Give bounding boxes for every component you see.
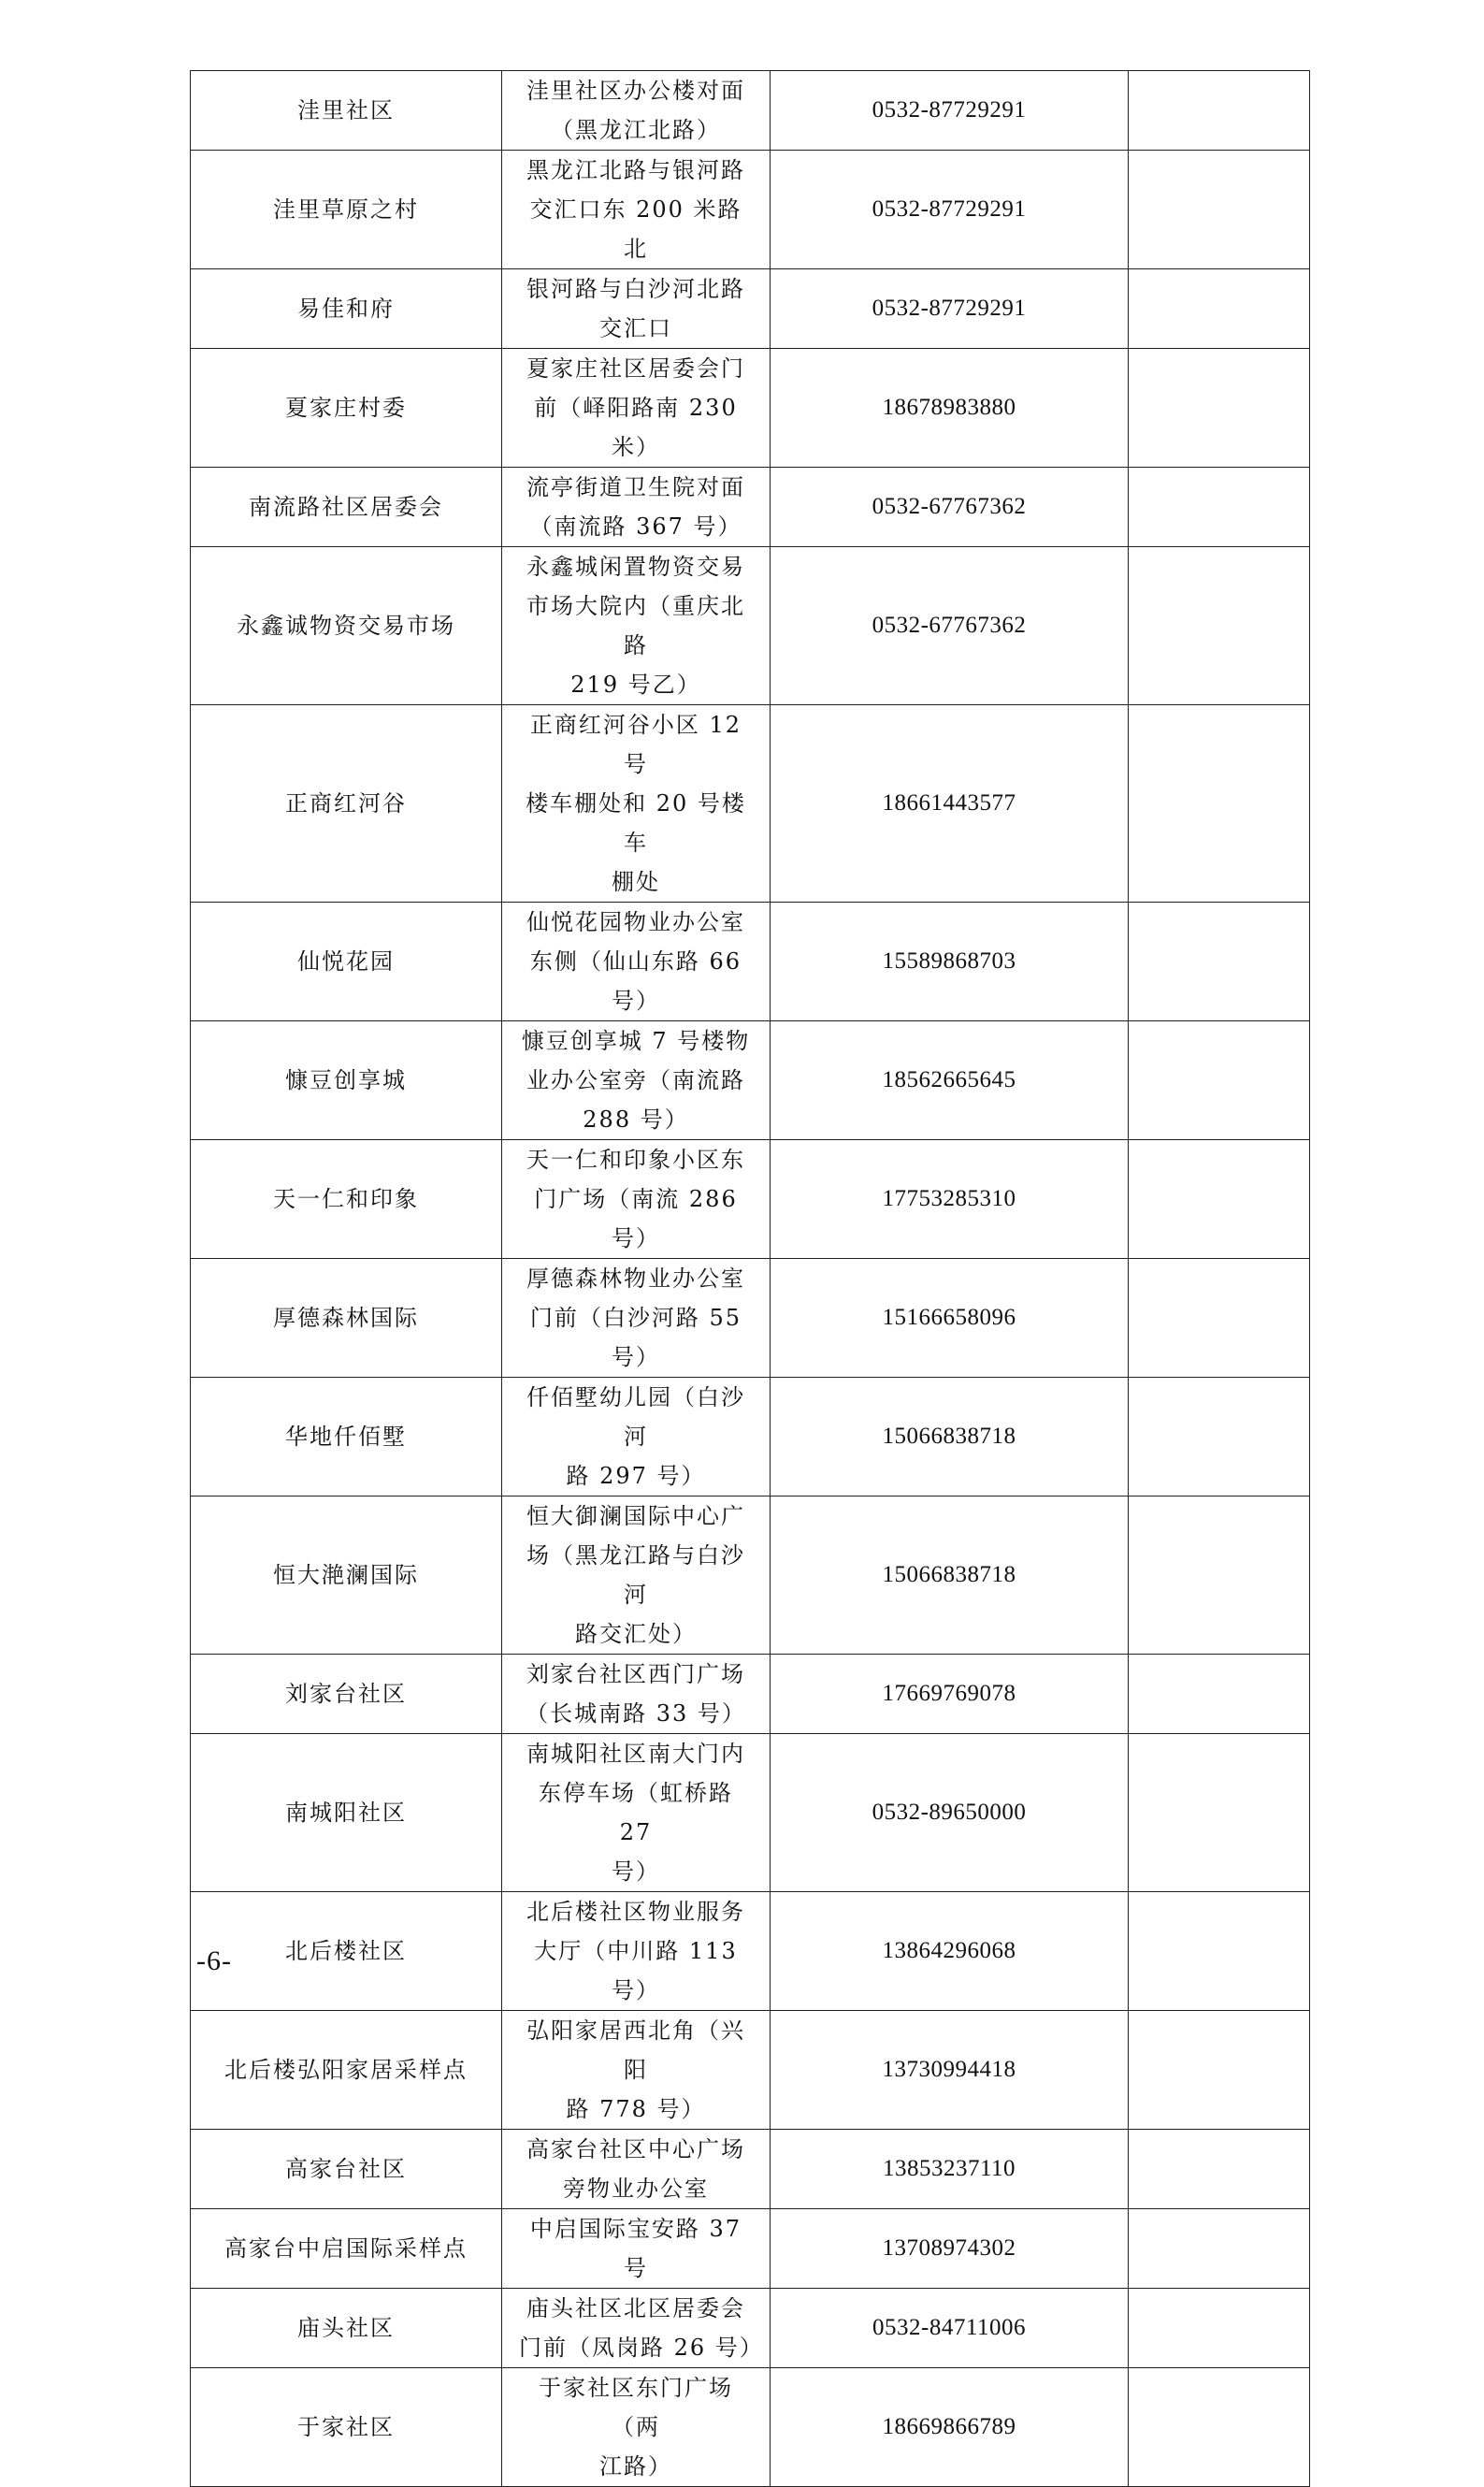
- phone-cell: 0532-67767362: [771, 468, 1129, 547]
- site-location-cell: [502, 1378, 771, 1497]
- note-cell: [1129, 349, 1310, 468]
- location-line: 市场大院内（重庆北路: [526, 593, 745, 658]
- location-line: 北后楼社区物业服务: [526, 1899, 745, 1925]
- site-name-cell: 庙头社区: [191, 2289, 502, 2368]
- note-cell: [1129, 1734, 1310, 1892]
- site-name-cell: 北后楼弘阳家居采样点: [191, 2011, 502, 2130]
- location-line: 楼车棚处和 20 号楼车: [526, 790, 746, 856]
- phone-cell: 15166658096: [771, 1259, 1129, 1378]
- site-name-cell: 于家社区: [191, 2368, 502, 2487]
- location-line: 弘阳家居西北角（兴阳: [526, 2017, 745, 2083]
- location-line: 高家台社区中心广场: [526, 2136, 745, 2162]
- location-line: 中启国际宝安路 37 号: [529, 2216, 742, 2281]
- site-name-cell: 正商红河谷: [191, 705, 502, 903]
- location-line: 刘家台社区西门广场: [526, 1661, 745, 1687]
- table-row: [191, 71, 1310, 151]
- location-line: 仙悦花园物业办公室: [526, 909, 745, 935]
- note-cell: [1129, 705, 1310, 903]
- note-cell: [1129, 2209, 1310, 2289]
- site-location-cell: [502, 1892, 771, 2011]
- location-line: 交汇口: [599, 315, 672, 341]
- site-location-cell: [502, 2130, 771, 2209]
- phone-cell: 0532-87729291: [771, 71, 1129, 151]
- table-row: [191, 2289, 1310, 2368]
- note-cell: [1129, 1497, 1310, 1655]
- phone-cell: 0532-84711006: [771, 2289, 1129, 2368]
- phone-cell: 13730994418: [771, 2011, 1129, 2130]
- table-row: [191, 2011, 1310, 2130]
- sampling-sites-table: [190, 70, 1310, 2487]
- table-row: [191, 1259, 1310, 1378]
- site-name-cell: 厚德森林国际: [191, 1259, 502, 1378]
- note-cell: [1129, 468, 1310, 547]
- phone-cell: 18661443577: [771, 705, 1129, 903]
- site-location-cell: [502, 1259, 771, 1378]
- phone-cell: 15589868703: [771, 903, 1129, 1021]
- location-line: 交汇口东 200 米路北: [529, 196, 742, 262]
- location-line: 门广场（南流 286 号）: [534, 1186, 738, 1251]
- note-cell: [1129, 1259, 1310, 1378]
- note-cell: [1129, 1655, 1310, 1734]
- table-row: [191, 349, 1310, 468]
- table-row: [191, 547, 1310, 705]
- site-name-cell: 洼里社区: [191, 71, 502, 151]
- location-line: 路 297 号）: [566, 1463, 706, 1489]
- site-location-cell: [502, 1140, 771, 1259]
- site-name-cell: 南城阳社区: [191, 1734, 502, 1892]
- phone-cell: 0532-67767362: [771, 547, 1129, 705]
- note-cell: [1129, 2130, 1310, 2209]
- phone-cell: 18562665645: [771, 1021, 1129, 1140]
- location-line: （南流路 367 号）: [529, 513, 742, 540]
- location-line: 场（黑龙江路与白沙河: [526, 1542, 745, 1608]
- table-row: [191, 2209, 1310, 2289]
- location-line: （黑龙江北路）: [551, 117, 721, 143]
- location-line: 门前（白沙河路 55 号）: [529, 1305, 742, 1370]
- table-row: [191, 151, 1310, 269]
- phone-cell: 17753285310: [771, 1140, 1129, 1259]
- table-row: [191, 2130, 1310, 2209]
- site-name-cell: 洼里草原之村: [191, 151, 502, 269]
- site-name-cell: 易佳和府: [191, 269, 502, 349]
- location-line: 门前（凤岗路 26 号）: [519, 2335, 764, 2361]
- site-name-cell: 刘家台社区: [191, 1655, 502, 1734]
- page-number: -6-: [196, 1945, 232, 1976]
- note-cell: [1129, 1140, 1310, 1259]
- table-row: [191, 1655, 1310, 1734]
- site-location-cell: [502, 349, 771, 468]
- location-line: 东停车场（虹桥路 27: [539, 1780, 733, 1845]
- site-location-cell: [502, 1497, 771, 1655]
- site-location-cell: [502, 269, 771, 349]
- note-cell: [1129, 1378, 1310, 1497]
- sampling-sites-table-wrapper: [190, 70, 1309, 2487]
- location-line: 厚德森林物业办公室: [526, 1265, 745, 1292]
- site-name-cell: 夏家庄村委: [191, 349, 502, 468]
- table-body: [191, 71, 1310, 2487]
- site-location-cell: [502, 2209, 771, 2289]
- note-cell: [1129, 547, 1310, 705]
- note-cell: [1129, 1021, 1310, 1140]
- location-line: 正商红河谷小区 12 号: [529, 712, 742, 777]
- phone-cell: 17669769078: [771, 1655, 1129, 1734]
- phone-cell: 15066838718: [771, 1497, 1129, 1655]
- location-line: 仟佰墅幼儿园（白沙河: [526, 1384, 745, 1450]
- site-location-cell: [502, 547, 771, 705]
- phone-cell: 0532-89650000: [771, 1734, 1129, 1892]
- location-line: 慷豆创享城 7 号楼物: [521, 1028, 751, 1054]
- location-line: 庙头社区北区居委会: [526, 2295, 745, 2321]
- site-name-cell: 南流路社区居委会: [191, 468, 502, 547]
- table-row: [191, 468, 1310, 547]
- location-line: 黑龙江北路与银河路: [526, 157, 745, 183]
- location-line: 288 号）: [583, 1106, 689, 1133]
- table-row: [191, 1021, 1310, 1140]
- note-cell: [1129, 269, 1310, 349]
- phone-cell: 13708974302: [771, 2209, 1129, 2289]
- table-row: [191, 903, 1310, 1021]
- location-line: 东侧（仙山东路 66 号）: [529, 948, 742, 1014]
- site-location-cell: [502, 903, 771, 1021]
- phone-cell: 0532-87729291: [771, 151, 1129, 269]
- table-row: [191, 269, 1310, 349]
- site-name-cell: 北后楼社区: [191, 1892, 502, 2011]
- phone-cell: 18669866789: [771, 2368, 1129, 2487]
- location-line: 洼里社区办公楼对面: [526, 78, 745, 104]
- site-location-cell: [502, 2289, 771, 2368]
- site-location-cell: [502, 71, 771, 151]
- site-name-cell: 永鑫诚物资交易市场: [191, 547, 502, 705]
- location-line: 旁物业办公室: [563, 2176, 709, 2202]
- note-cell: [1129, 151, 1310, 269]
- location-line: 银河路与白沙河北路: [526, 276, 745, 302]
- location-line: 号）: [612, 1858, 660, 1885]
- location-line: 天一仁和印象小区东: [526, 1147, 745, 1173]
- note-cell: [1129, 903, 1310, 1021]
- table-row: [191, 1734, 1310, 1892]
- table-row: [191, 2368, 1310, 2487]
- site-location-cell: [502, 705, 771, 903]
- table-row: [191, 705, 1310, 903]
- location-line: 流亭街道卫生院对面: [526, 474, 745, 500]
- site-name-cell: 天一仁和印象: [191, 1140, 502, 1259]
- table-row: [191, 1140, 1310, 1259]
- phone-cell: 13864296068: [771, 1892, 1129, 2011]
- phone-cell: 18678983880: [771, 349, 1129, 468]
- location-line: 219 号乙）: [570, 672, 701, 698]
- table-row: [191, 1378, 1310, 1497]
- location-line: 恒大御澜国际中心广: [526, 1503, 745, 1529]
- table-row: [191, 1497, 1310, 1655]
- site-name-cell: 高家台中启国际采样点: [191, 2209, 502, 2289]
- location-line: （长城南路 33 号）: [526, 1700, 746, 1727]
- phone-cell: 13853237110: [771, 2130, 1129, 2209]
- note-cell: [1129, 2011, 1310, 2130]
- location-line: 南城阳社区南大门内: [526, 1741, 745, 1767]
- location-line: 前（峄阳路南 230 米）: [534, 395, 738, 460]
- site-location-cell: [502, 1021, 771, 1140]
- site-name-cell: 慷豆创享城: [191, 1021, 502, 1140]
- location-line: 江路）: [599, 2453, 672, 2480]
- site-location-cell: [502, 2368, 771, 2487]
- phone-cell: 15066838718: [771, 1378, 1129, 1497]
- site-name-cell: 华地仟佰墅: [191, 1378, 502, 1497]
- location-line: 大厅（中川路 113 号）: [534, 1938, 738, 2003]
- site-location-cell: [502, 151, 771, 269]
- note-cell: [1129, 1892, 1310, 2011]
- location-line: 棚处: [612, 869, 660, 895]
- site-name-cell: 高家台社区: [191, 2130, 502, 2209]
- note-cell: [1129, 2289, 1310, 2368]
- site-location-cell: [502, 1734, 771, 1892]
- phone-cell: 0532-87729291: [771, 269, 1129, 349]
- site-name-cell: 仙悦花园: [191, 903, 502, 1021]
- site-name-cell: 恒大滟澜国际: [191, 1497, 502, 1655]
- note-cell: [1129, 2368, 1310, 2487]
- location-line: 业办公室旁（南流路: [526, 1067, 745, 1093]
- site-location-cell: [502, 2011, 771, 2130]
- location-line: 于家社区东门广场（两: [539, 2375, 733, 2440]
- table-row: [191, 1892, 1310, 2011]
- site-location-cell: [502, 1655, 771, 1734]
- location-line: 路交汇处）: [575, 1621, 697, 1647]
- location-line: 夏家庄社区居委会门: [526, 355, 745, 382]
- site-location-cell: [502, 468, 771, 547]
- location-line: 路 778 号）: [566, 2096, 706, 2122]
- note-cell: [1129, 71, 1310, 151]
- location-line: 永鑫城闲置物资交易: [526, 554, 745, 580]
